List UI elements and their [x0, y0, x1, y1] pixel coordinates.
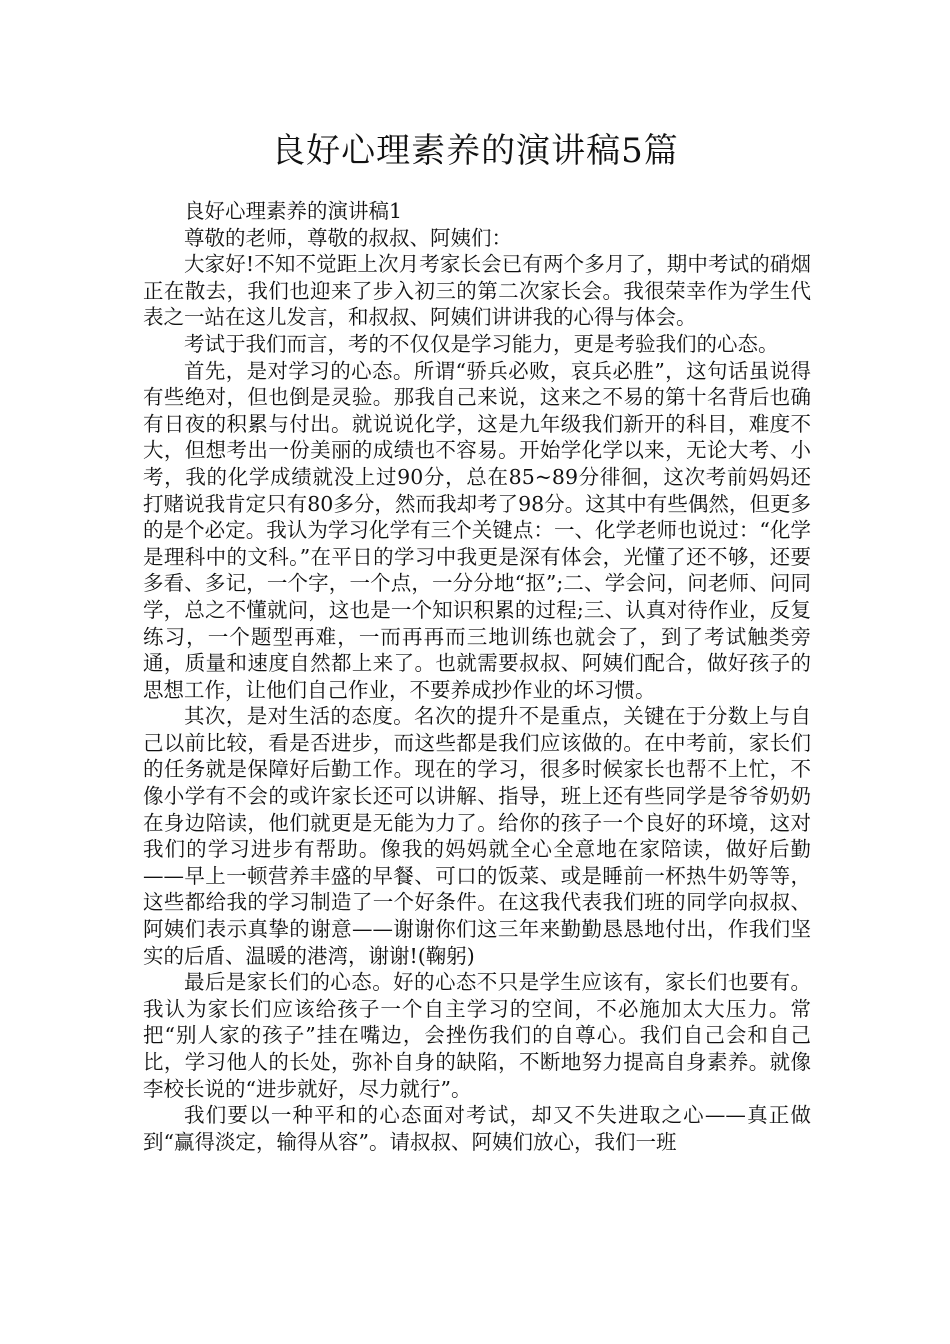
salutation: 尊敬的老师，尊敬的叔叔、阿姨们：: [184, 225, 512, 250]
speech-heading: 良好心理素养的演讲稿1: [184, 199, 403, 223]
paragraph: 最后是家长们的心态。好的心态不只是学生应该有，家长们也要有。我认为家长们应该给孩子一个自主学习的空间，不必施加太大压力。常把“别人家的孩子”挂在嘴边，会挫伤我们的自尊心。我们自己会和自己比，学习他人的长处，弥补自身的缺陷，不断地努力提高自身素养。就像李校长说的“进步就好，尽力就行”。: [143, 970, 811, 1101]
document-body: [143, 198, 811, 1155]
paragraph: 其次，是对生活的态度。名次的提升不是重点，关键在于分数上与自己以前比较，看是否进步，而这些都是我们应该做的。在中考前，家长们的任务就是保障好后勤工作。现在的学习，很多时候家长也帮不上忙，不像小学有不会的或许家长还可以讲解、指导，班上还有些同学是爷爷奶奶在身边陪读，他们就更是无能为力了。给你的孩子一个良好的环境，这对我们的学习进步有帮助。像我的妈妈就全心全意地在家陪读，做好后勤——早上一顿营养丰盛的早餐、可口的饭菜、或是睡前一杯热牛奶等等，这些都给我的学习制造了一个好条件。在这我代表我们班的同学向叔叔、阿姨们表示真挚的谢意——谢谢你们这三年来勤勤恳恳地付出，作我们坚实的后盾、温暖的港湾，谢谢!(鞠躬): [143, 704, 811, 968]
paragraph: 考试于我们而言，考的不仅仅是学习能力，更是考验我们的心态。: [184, 331, 779, 356]
paragraph: 首先，是对学习的心态。所谓“骄兵必败，哀兵必胜”，这句话虽说得有些绝对，但也倒是灵验。那我自己来说，这来之不易的第十名背后也确有日夜的积累与付出。就说说化学，这是九年级我们新开的科目，难度不大，但想考出一份美丽的成绩也不容易。开始学化学以来，无论大考、小考，我的化学成绩就没上过90分，总在85~89分徘徊，这次考前妈妈还打赌说我肯定只有80多分，然而我却考了98分。这其中有些偶然，但更多的是个必定。我认为学习化学有三个关键点：一、化学老师也说过：“化学是理科中的文科。”在平日的学习中我更是深有体会，光懂了还不够，还要多看、多记，一个字，一个点，一分分地“抠”;二、学会问，问老师、问同学，总之不懂就问，这也是一个知识积累的过程;三、认真对待作业，反复练习，一个题型再难，一而再再而三地训练也就会了，到了考试触类旁通，质量和速度自然都上来了。也就需要叔叔、阿姨们配合，做好孩子的思想工作，让他们自己作业，不要养成抄作业的坏习惯。: [143, 358, 811, 702]
document-title: 良好心理素养的演讲稿5篇: [271, 131, 679, 171]
paragraph: 我们要以一种平和的心态面对考试，却又不失进取之心——真正做到“赢得淡定，输得从容”。请叔叔、阿姨们放心，我们一班: [143, 1103, 811, 1154]
paragraph: 大家好!不知不觉距上次月考家长会已有两个多月了，期中考试的硝烟正在散去，我们也迎来了步入初三的第二次家长会。我很荣幸作为学生代表之一站在这儿发言，和叔叔、阿姨们讲讲我的心得与体会。: [143, 252, 811, 330]
